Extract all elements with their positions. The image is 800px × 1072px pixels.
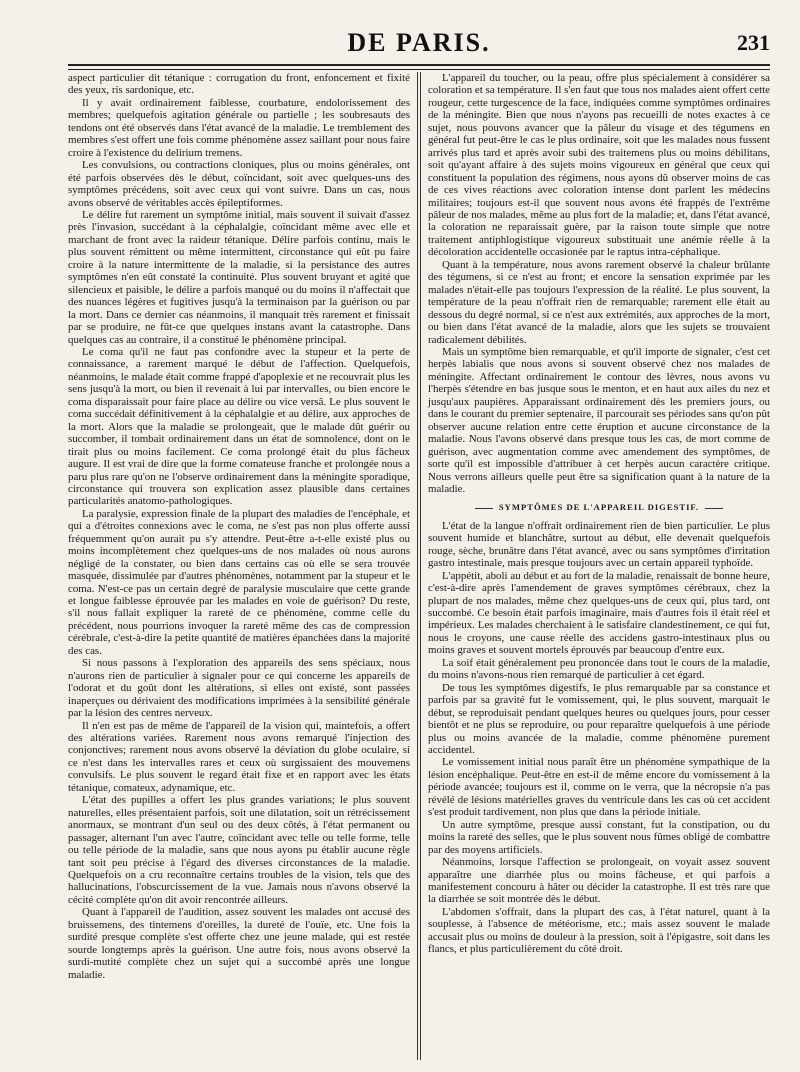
paragraph: L'état de la langue n'offrait ordinairement rien de bien particulier. Le plus souvent humide et blanchâtre, surtout au début, elle devenait quelquefois rouge, sèche, brunâtre dans l'état avancé, avec ou sans symptômes d'irritation gastro intestinale, mais presque toujours avec un certain appareil typhoïde. <box>427 519 770 570</box>
paragraph: Le délire fut rarement un symptôme initial, mais souvent il suivait d'assez près l'invasion, succédant à la céphalalgie, coïncidant même avec elle et marchant de front avec la raideur tétanique. Délire parfois continu, mais le plus souvent rémittent ou même intermittent, circonstance qui eût pu faire croire à la nature intermittente de la maladie, si la persistance des autres symptômes n'en eût constaté la continuité. Plus souvent bruyant et agité que silencieux et paisible, le délire a parfois manqué ou du moins il n'affectait que des nuances légères et fugitives jusqu'à la terminaison par la guérison ou par la mort. Dans ce dernier cas néanmoins, il manquait très rarement et finissait par se produire, ne fût-ce que quelques instans avant la catastrophe. Dans quelques cas au contraire, il a constitué le phénomène principal. <box>68 208 410 346</box>
section-heading: SYMPTÔMES DE L'APPAREIL DIGESTIF. <box>428 501 770 513</box>
page-number: 231 <box>737 30 770 55</box>
left-column <box>68 72 416 1060</box>
paragraph: Si nous passons à l'exploration des appareils des sens spéciaux, nous n'aurons rien de particulier à signaler pour ce qui concerne les appareils de l'odorat et du goût dont les altérations, si elles ont existé, sont passées inaperçues ou dérivaient des modifications imprimées à la sensibilité générale par la lésion des centres nerveux. <box>68 657 410 720</box>
paragraph: Quant à la température, nous avons rarement observé la chaleur brûlante des tégumens, si ce n'est au front; et encore la sensation exprimée par les malades n'était-elle pas toujours l'expression de la réalité. Le plus souvent, la température de la peau n'offrait rien de remarquable; rarement elle était au dessous du degré normal, si ce n'est aux extrémités, aux approches de la mort, ou bien dans l'état avancé de la maladie, alors que les sujets se trouvaient radicalement débilités. <box>427 258 770 346</box>
header-rule <box>68 64 770 70</box>
page-header <box>68 20 770 64</box>
paragraph: Les convulsions, ou contractions cloniques, plus ou moins générales, ont été parfois observées dès le début, coïncidant, soit avec quelques-uns des symptômes précédens, soit avec ceux qui vont suivre. Dans un cas, nous avons observé de véritables accès épileptiformes. <box>68 159 410 209</box>
paragraph: Le vomissement initial nous paraît être un phénomène sympathique de la lésion encéphalique. Peut-être en est-il de même encore du vomissement à la période avancée; toujours est il, comme on le verra, que la nécropsie n'a pas révélé de lésions matérielles graves du ventricule dans les cas où cet accident s'est produit tardivement, non plus que dans la période initiale. <box>427 756 770 819</box>
paragraph: La paralysie, expression finale de la plupart des maladies de l'encéphale, et qui a d'étroites connexions avec le coma, ne s'est pas non plus offerte aussi fréquemment qu'on aurait pu s'y attendre. Peut-être a-t-elle existé plus ou moins incomplètement chez quelques-uns de nos malades où nous aurons négligé de la constater, ou bien dans certains cas où elle se sera trouvée masquée, dissimulée par d'autres phénomènes, notamment par la stupeur et le coma. N'est-ce pas un certain degré de paralysie musculaire que cette grande et longue faiblesse éprouvée par les malades en voie de guérison? Du reste, s'il nous fallait expliquer la rareté de ce phénomène, comme celle du précédent, nous pourrions invoquer la rareté même des cas de compression cérébrale, c'est-à-dire la petite quantité de matières épanchées dans la majorité des cas. <box>68 507 410 657</box>
paragraph: L'appétit, aboli au début et au fort de la maladie, renaissait de bonne heure, c'est-à-dire après l'amendement de graves symptômes cérébraux, chez la plupart de nos malades, même chez quelques-uns de ceux qui, plus tard, ont succombé. Ce besoin était parfois imaginaire, mais d'autres fois il était réel et impérieux. Les malades cherchaient à le satisfaire clandestinement, ce qui fut, nous le croyons, une cause réelle des accidens gastro-intestinaux plus ou moins graves et souvent mortels éprouvés par beaucoup d'entre eux. <box>427 569 770 657</box>
paragraph: L'abdomen s'offrait, dans la plupart des cas, à l'état naturel, quant à la souplesse, à l'absence de météorisme, etc.; mais assez souvent le malade accusait plus ou moins de douleur à la pression, soit à l'épigastre, soit dans les flancs, et plus particulièrement du côté droit. <box>427 905 770 956</box>
paragraph: aspect particulier dit tétanique : corrugation du front, enfoncement et fixité des yeux, ris sardonique, etc. <box>68 72 410 97</box>
page-title: DE PARIS. <box>347 28 491 57</box>
paragraph: L'état des pupilles a offert les plus grandes variations; le plus souvent naturelles, elles présentaient parfois, soit une dilatation, soit un rétrécissement anormaux, se montrant d'un seul ou des deux côtés, à l'état permanent ou passager, alternant l'un avec l'autre, coïncidant avec telle ou telle forme, telle ou telle période de la maladie, sans que nous ayons pu établir aucune règle tant soit peu précise à l'égard des diverses circonstances de la maladie. Quelquefois on a cru reconnaître certains troubles de la vision, tels que des hallucinations, l'obscurcissement de la vue. Jamais nous n'avons observé la cécité complète qu'on dit avoir rencontrée ailleurs. <box>68 794 410 906</box>
paragraph: Le coma qu'il ne faut pas confondre avec la stupeur et la perte de connaissance, a rarement marqué le début de l'affection. Quelquefois, néanmoins, le malade était comme frappé d'apoplexie et ne recouvrait plus les sens jusqu'à la mort, ou bien il revenait à lui par intervalles, ou bien encore le coma disparaissait pour faire place au délire ou vice versâ. Le plus souvent le coma succédait définitivement à la céphalalgie et au délire, aux approches de la mort. Alors que la maladie se prolongeait, que le malade dût guérir ou succomber, il tombait ordinairement dans un état de somnolence, dont on le tirait plus ou moins facilement. Ce coma prolongé était du plus fâcheux augure. Il est vrai de dire que la forme comateuse franche et prolongée nous a paru plus rare qu'on ne l'observe ordinairement dans la méningite sporadique, circonstance qui trouvera son explication assez plausible dans certaines particularités anatomo-pathologiques. <box>68 345 410 508</box>
paragraph: L'appareil du toucher, ou la peau, offre plus spécialement à considérer sa coloration et sa température. Il s'en faut que tous nos malades aient offert cette rougeur, cette turgescence de la face, indiquées comme symptômes ordinaires de la méningite. Bien que nous n'ayons pas recueilli de notes exactes à ce sujet, nous pouvons avancer que la pâleur du visage et des tégumens en général fut peut-être le cas le plus ordinaire, soit que les malades nous fussent arrivés plus tard et après avoir subi des traitemens plus ou moins débilitans, soit qu'ayant affaire à des sujets moins vigoureux en général que ceux qui constituent la population des régimens, nous ayons dû observer moins de cas de ces vives réactions avec coloration intense dont parlent les médecins militaires; toujours est-il que souvent nous avons été frappés de l'extrême pâleur de nos malades, même au plus fort de la maladie; et, dans l'état avancé, la coloration ne reparaissait guère, par la raison toute simple que notre traitement antiphlogistique vigoureux substituait une anémie réelle à la décoloration accidentelle occasionée par le raptus intra-céphalique. <box>427 72 770 259</box>
column-divider <box>417 72 421 1060</box>
paragraph: La soif était généralement peu prononcée dans tout le cours de la maladie, du moins n'avons-nous rien remarqué de particulier à cet égard. <box>427 656 770 682</box>
paragraph: Mais un symptôme bien remarquable, et qu'il importe de signaler, c'est cet herpès labialis que nous avons si souvent observé chez nos malades de méningite. Affectant ordinairement le contour des lèvres, nous avons vu l'herpès s'étendre en bas jusque sous le menton, et en haut aux ailes du nez et jusqu'aux paupières. Apparaissant ordinairement dès les premiers jours, ou dans le courant du premier septenaire, il parcourait ses périodes sans qu'on pût observer aucune relation entre cette éruption et aucune circonstance de la maladie. Nous l'avons observé dans presque tous les cas, de mort comme de guérison, avec augmentation comme avec amendement des symptômes, de sorte qu'il est impossible d'attribuer à cet herpès aucun caractère critique. Nous verrons ailleurs quelle peut être sa signification quant à la nature de la maladie. <box>427 345 770 495</box>
paragraph: Il y avait ordinairement faiblesse, courbature, endolorissement des membres; quelquefois agitation générale ou partielle ; les soubresauts des tendons ont été observés dans l'état avancé de la maladie. Le tremblement des membres s'est offert une fois comme phénomène assez saillant pour nous faire croire à l'existence du delirium tremens. <box>68 96 410 159</box>
paragraph: Il n'en est pas de même de l'appareil de la vision qui, maintefois, a offert des altérations variées. Rarement nous avons remarqué l'injection des conjonctives; rarement nous avons observé la déviation du globe oculaire, si ce n'est dans les intervalles rares et ceux où surgissaient des mouvemens convulsifs. Le plus souvent le regard était fixe et en rapport avec les états tétanique, comateux, adynamique, etc. <box>68 719 410 794</box>
newspaper-page <box>68 20 770 1060</box>
right-column <box>422 72 770 1060</box>
paragraph: De tous les symptômes digestifs, le plus remarquable par sa constance et parfois par sa gravité fut le vomissement, qui, le plus souvent, marquait le début, se reproduisait pendant quelques heures ou quelques jours, pour cesser bientôt et ne plus se reproduire, ou pour reparaître quelquefois à une période plus ou moins avancée de la maladie, comme phénomène purement accidentel. <box>427 681 770 757</box>
paragraph: Un autre symptôme, presque aussi constant, fut la constipation, ou du moins la rareté des selles, que le plus souvent nous fûmes obligé de combattre par des moyens artificiels. <box>427 818 770 856</box>
paragraph: Néanmoins, lorsque l'affection se prolongeait, on voyait assez souvent apparaître une diarrhée plus ou moins fâcheuse, et qui parfois a manifestement concouru à hâter ou décider la catastrophe. Il est très rare que la diarrhée se soit montrée dès le début. <box>427 856 770 906</box>
paragraph: Quant à l'appareil de l'audition, assez souvent les malades ont accusé des bruissemens, des tintemens d'oreilles, la dureté de l'ouïe, etc. Une fois la surdité presque complète s'est offerte chez une jeune malade, qui est restée sourde longtemps après la guérison. Une autre fois, nous avons observé la surdi-mutité complète chez un sujet qui a succombé après une longue maladie. <box>68 906 410 981</box>
columns <box>68 72 770 1060</box>
